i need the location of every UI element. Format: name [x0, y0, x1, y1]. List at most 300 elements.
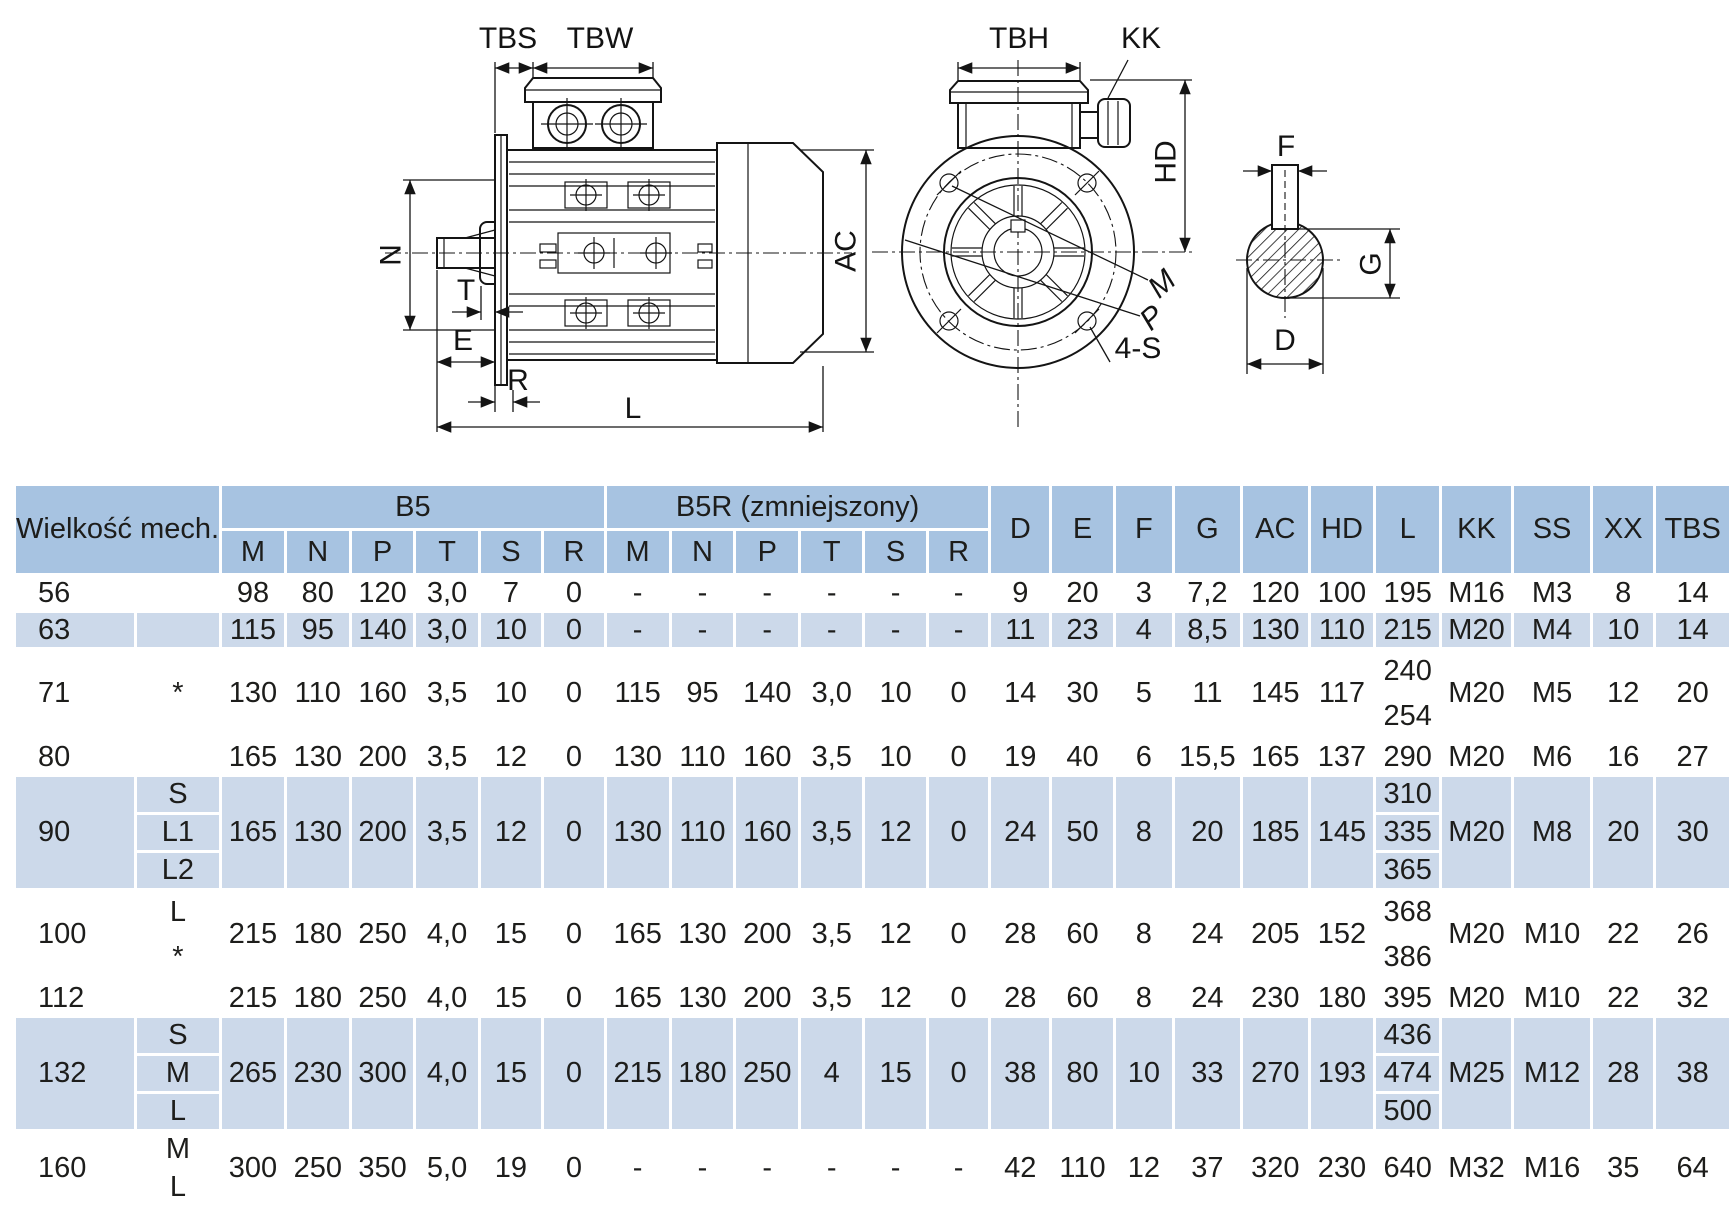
- cell-hd: 193: [1311, 1018, 1374, 1129]
- cell-f: 3: [1116, 576, 1172, 610]
- cell-kk: M32: [1442, 1132, 1511, 1205]
- cell-tbs: 32: [1656, 981, 1729, 1015]
- cell-ss: M10: [1514, 891, 1590, 978]
- cell-b5r-s: 10: [865, 740, 926, 774]
- cell-f: 10: [1116, 1018, 1172, 1129]
- cell-variant: *: [137, 936, 219, 978]
- cell-tbs: 38: [1656, 1018, 1729, 1129]
- cell-size: 132: [16, 1018, 134, 1129]
- cell-b5-m: 165: [222, 777, 284, 888]
- cell-f: 8: [1116, 777, 1172, 888]
- table-row: [16, 613, 1729, 647]
- cell-b5-p: 250: [352, 891, 414, 978]
- cell-e: 23: [1052, 613, 1113, 647]
- cell-b5r-n: -: [672, 613, 734, 647]
- header-b5r-t: T: [801, 531, 862, 573]
- cell-xx: 22: [1593, 981, 1653, 1015]
- terminal-box: [533, 102, 653, 148]
- cell-b5-s: 15: [481, 981, 542, 1015]
- cell-b5r-s: -: [865, 576, 926, 610]
- header-b5r-n: N: [672, 531, 734, 573]
- header-b5-n: N: [287, 531, 349, 573]
- header-b5r-r: R: [929, 531, 989, 573]
- technical-drawing: [0, 0, 1732, 483]
- header-f: F: [1116, 486, 1172, 573]
- cell-xx: 12: [1593, 650, 1653, 737]
- cell-f: 8: [1116, 981, 1172, 1015]
- cell-b5-m: 130: [222, 650, 284, 737]
- bolt-icon: [578, 237, 610, 269]
- cell-b5r-n: -: [672, 1132, 734, 1205]
- table-body: [16, 576, 1729, 1205]
- header-b5-p: P: [352, 531, 414, 573]
- cell-b5r-p: -: [736, 1132, 798, 1205]
- cell-b5-m: 98: [222, 576, 284, 610]
- cell-b5r-m: 130: [607, 777, 669, 888]
- table-row: [16, 1132, 1729, 1167]
- cell-b5-r: 0: [544, 650, 604, 737]
- cell-b5r-s: 12: [865, 891, 926, 978]
- header-tbs: TBS: [1656, 486, 1729, 573]
- cell-xx: 20: [1593, 777, 1653, 888]
- cell-variant: [137, 576, 219, 610]
- cell-size: 63: [16, 613, 134, 647]
- cell-b5r-s: 12: [865, 777, 926, 888]
- cell-b5-p: 200: [352, 777, 414, 888]
- dim-label-tbs: TBS: [478, 22, 538, 55]
- cell-d: 28: [991, 891, 1049, 978]
- cell-size: 160: [16, 1132, 134, 1205]
- cell-l: 290: [1376, 740, 1439, 774]
- cell-b5r-p: 250: [736, 1018, 798, 1129]
- cell-kk: M20: [1442, 613, 1511, 647]
- cell-f: 12: [1116, 1132, 1172, 1205]
- cell-b5-p: 120: [352, 576, 414, 610]
- cell-b5r-t: -: [801, 1132, 862, 1205]
- dim-label-hd: HD: [1149, 140, 1183, 184]
- cell-ac: 205: [1243, 891, 1308, 978]
- cell-g: 8,5: [1175, 613, 1240, 647]
- dim-label-4s: 4-S: [1114, 332, 1162, 365]
- cell-ss: M10: [1514, 981, 1590, 1015]
- cell-l: 240: [1376, 650, 1439, 692]
- cell-ac: 120: [1243, 576, 1308, 610]
- cell-b5-t: 4,0: [416, 981, 477, 1015]
- cell-kk: M20: [1442, 981, 1511, 1015]
- table-row: [16, 740, 1729, 774]
- cell-b5-r: 0: [544, 740, 604, 774]
- cell-b5-s: 19: [481, 1132, 542, 1205]
- cell-hd: 137: [1311, 740, 1374, 774]
- side-view-dimensions: [375, 22, 875, 432]
- terminal-box-front: [958, 103, 1080, 148]
- cell-e: 60: [1052, 891, 1113, 978]
- cell-d: 11: [991, 613, 1049, 647]
- dim-label-ac: AC: [829, 230, 863, 272]
- cell-l: 195: [1376, 576, 1439, 610]
- cell-e: 30: [1052, 650, 1113, 737]
- header-size: Wielkość mech.: [16, 486, 219, 573]
- cell-l: 395: [1376, 981, 1439, 1015]
- cell-b5-r: 0: [544, 891, 604, 978]
- bolt-hole-icon: [1075, 309, 1099, 333]
- cell-tbs: 27: [1656, 740, 1729, 774]
- cell-ss: M8: [1514, 777, 1590, 888]
- cell-hd: 145: [1311, 777, 1374, 888]
- cell-b5r-t: 3,5: [801, 740, 862, 774]
- shaft-keyway: [1011, 220, 1025, 232]
- cell-b5r-r: 0: [929, 981, 989, 1015]
- cell-b5-p: 350: [352, 1132, 414, 1205]
- cell-b5r-m: 115: [607, 650, 669, 737]
- cell-b5r-m: -: [607, 613, 669, 647]
- cell-g: 15,5: [1175, 740, 1240, 774]
- cell-b5r-m: -: [607, 576, 669, 610]
- cell-ss: M4: [1514, 613, 1590, 647]
- cell-g: 33: [1175, 1018, 1240, 1129]
- table-row: [16, 777, 1729, 812]
- cell-kk: M20: [1442, 650, 1511, 737]
- cell-b5r-r: 0: [929, 891, 989, 978]
- cell-ss: M16: [1514, 1132, 1590, 1205]
- cell-b5-s: 10: [481, 613, 542, 647]
- header-g: G: [1175, 486, 1240, 573]
- cell-kk: M25: [1442, 1018, 1511, 1129]
- cell-b5r-p: 140: [736, 650, 798, 737]
- cable-gland-icon: [541, 98, 593, 150]
- cell-b5-s: 15: [481, 891, 542, 978]
- dim-label-d: D: [1274, 324, 1296, 357]
- header-xx: XX: [1593, 486, 1653, 573]
- cell-g: 24: [1175, 891, 1240, 978]
- cell-b5-p: 300: [352, 1018, 414, 1129]
- cell-l: 474: [1376, 1056, 1439, 1091]
- cell-ss: M5: [1514, 650, 1590, 737]
- cell-ss: M6: [1514, 740, 1590, 774]
- side-view: [375, 22, 875, 432]
- cell-l: 386: [1376, 936, 1439, 978]
- cell-size: 90: [16, 777, 134, 888]
- cell-l: 368: [1376, 891, 1439, 933]
- header-ss: SS: [1514, 486, 1590, 573]
- cell-b5r-n: 95: [672, 650, 734, 737]
- cell-b5r-n: 110: [672, 777, 734, 888]
- cell-xx: 22: [1593, 891, 1653, 978]
- cell-d: 14: [991, 650, 1049, 737]
- cell-e: 20: [1052, 576, 1113, 610]
- cell-size: 56: [16, 576, 134, 610]
- cell-b5r-n: -: [672, 576, 734, 610]
- cell-f: 4: [1116, 613, 1172, 647]
- dimensions-table: [13, 483, 1732, 1208]
- cell-variant: L: [137, 1094, 219, 1129]
- cell-b5-r: 0: [544, 981, 604, 1015]
- cell-b5-n: 95: [287, 613, 349, 647]
- table-row: [16, 981, 1729, 1015]
- cell-hd: 152: [1311, 891, 1374, 978]
- cell-b5r-p: 160: [736, 777, 798, 888]
- cell-variant: L1: [137, 815, 219, 850]
- cell-b5r-r: 0: [929, 650, 989, 737]
- cell-size: 80: [16, 740, 134, 774]
- cell-e: 40: [1052, 740, 1113, 774]
- cell-b5r-r: 0: [929, 777, 989, 888]
- cell-b5r-t: -: [801, 613, 862, 647]
- bolt-icon: [570, 297, 602, 329]
- cell-xx: 8: [1593, 576, 1653, 610]
- cell-g: 24: [1175, 981, 1240, 1015]
- cell-b5r-m: 165: [607, 891, 669, 978]
- header-hd: HD: [1311, 486, 1374, 573]
- cell-b5r-t: 4: [801, 1018, 862, 1129]
- cell-ac: 270: [1243, 1018, 1308, 1129]
- cell-variant: M: [137, 1056, 219, 1091]
- front-view-dimensions: [905, 22, 1192, 365]
- cell-b5r-t: 3,5: [801, 981, 862, 1015]
- header-b5-t: T: [416, 531, 477, 573]
- cell-e: 50: [1052, 777, 1113, 888]
- header-ac: AC: [1243, 486, 1308, 573]
- table-header: [16, 486, 1729, 573]
- cell-variant: L: [137, 1170, 219, 1205]
- dim-label-m: M: [1141, 263, 1183, 305]
- cell-variant: L2: [137, 853, 219, 888]
- cell-ac: 320: [1243, 1132, 1308, 1205]
- cell-variant: [137, 613, 219, 647]
- header-b5r-m: M: [607, 531, 669, 573]
- cell-b5-n: 180: [287, 981, 349, 1015]
- cable-gland-icon: [595, 98, 647, 150]
- cell-g: 37: [1175, 1132, 1240, 1205]
- cell-b5-n: 110: [287, 650, 349, 737]
- cable-gland: [1080, 112, 1098, 138]
- cell-b5r-m: 215: [607, 1018, 669, 1129]
- cell-ac: 130: [1243, 613, 1308, 647]
- cell-b5r-t: 3,0: [801, 650, 862, 737]
- dim-label-kk: KK: [1120, 22, 1162, 55]
- cell-b5-n: 230: [287, 1018, 349, 1129]
- header-b5-r: R: [544, 531, 604, 573]
- cell-g: 7,2: [1175, 576, 1240, 610]
- cell-f: 6: [1116, 740, 1172, 774]
- cell-b5r-m: 130: [607, 740, 669, 774]
- cell-b5-t: 5,0: [416, 1132, 477, 1205]
- header-b5r-p: P: [736, 531, 798, 573]
- cell-b5r-n: 130: [672, 891, 734, 978]
- cell-b5r-n: 130: [672, 981, 734, 1015]
- dim-label-t: T: [456, 274, 476, 307]
- bolt-hole-icon: [937, 171, 961, 195]
- cell-b5-m: 215: [222, 891, 284, 978]
- cell-b5-p: 250: [352, 981, 414, 1015]
- cell-b5-t: 4,0: [416, 891, 477, 978]
- cell-b5r-r: -: [929, 1132, 989, 1205]
- cell-b5-t: 3,5: [416, 777, 477, 888]
- cell-b5-r: 0: [544, 613, 604, 647]
- cell-l: 365: [1376, 853, 1439, 888]
- cell-b5-t: 3,5: [416, 740, 477, 774]
- cell-b5-n: 180: [287, 891, 349, 978]
- cell-kk: M20: [1442, 891, 1511, 978]
- cell-xx: 35: [1593, 1132, 1653, 1205]
- header-l: L: [1376, 486, 1439, 573]
- cell-b5-p: 200: [352, 740, 414, 774]
- cell-l: 640: [1376, 1132, 1439, 1205]
- cell-variant: [137, 740, 219, 774]
- cell-e: 80: [1052, 1018, 1113, 1129]
- cell-b5-n: 250: [287, 1132, 349, 1205]
- cell-b5r-p: -: [736, 613, 798, 647]
- cell-variant: S: [137, 777, 219, 812]
- cell-tbs: 14: [1656, 613, 1729, 647]
- cell-b5-s: 12: [481, 777, 542, 888]
- cell-size: 71: [16, 650, 134, 737]
- cell-b5r-r: -: [929, 613, 989, 647]
- cell-b5-s: 7: [481, 576, 542, 610]
- cell-b5r-r: 0: [929, 740, 989, 774]
- header-kk: KK: [1442, 486, 1511, 573]
- cell-l: 436: [1376, 1018, 1439, 1053]
- cell-l: 500: [1376, 1094, 1439, 1129]
- cell-b5-s: 15: [481, 1018, 542, 1129]
- cell-b5-n: 130: [287, 777, 349, 888]
- table-row: [16, 1018, 1729, 1053]
- cell-b5r-m: -: [607, 1132, 669, 1205]
- cell-d: 24: [991, 777, 1049, 888]
- dim-label-f: F: [1276, 130, 1296, 163]
- dim-label-r: R: [507, 364, 529, 397]
- cell-b5-r: 0: [544, 576, 604, 610]
- shaft-section-detail: [1236, 130, 1400, 374]
- cell-b5r-p: 200: [736, 891, 798, 978]
- cell-kk: M20: [1442, 740, 1511, 774]
- cell-b5r-s: 10: [865, 650, 926, 737]
- dim-label-n: N: [374, 244, 408, 266]
- table-row: [16, 576, 1729, 610]
- header-group-b5: B5: [222, 486, 604, 528]
- cell-g: 20: [1175, 777, 1240, 888]
- table-row: [16, 650, 1729, 692]
- cell-variant: S: [137, 1018, 219, 1053]
- cell-b5-p: 140: [352, 613, 414, 647]
- cell-b5-r: 0: [544, 1132, 604, 1205]
- dim-label-g: G: [1354, 252, 1388, 276]
- cell-d: 28: [991, 981, 1049, 1015]
- cell-b5r-s: 15: [865, 1018, 926, 1129]
- cell-b5-p: 160: [352, 650, 414, 737]
- cell-size: 112: [16, 981, 134, 1015]
- cell-d: 19: [991, 740, 1049, 774]
- cell-hd: 110: [1311, 613, 1374, 647]
- cell-d: 9: [991, 576, 1049, 610]
- cell-b5r-t: 3,5: [801, 891, 862, 978]
- cell-b5r-s: 12: [865, 981, 926, 1015]
- header-b5r-s: S: [865, 531, 926, 573]
- dim-label-l: L: [624, 392, 642, 425]
- cell-b5r-t: -: [801, 576, 862, 610]
- cell-xx: 28: [1593, 1018, 1653, 1129]
- cell-b5-m: 215: [222, 981, 284, 1015]
- cell-kk: M20: [1442, 777, 1511, 888]
- front-view: [872, 22, 1195, 430]
- cell-b5-m: 165: [222, 740, 284, 774]
- cell-b5r-n: 110: [672, 740, 734, 774]
- cell-ac: 145: [1243, 650, 1308, 737]
- cell-hd: 100: [1311, 576, 1374, 610]
- cell-tbs: 26: [1656, 891, 1729, 978]
- cell-b5-s: 10: [481, 650, 542, 737]
- cell-b5r-n: 180: [672, 1018, 734, 1129]
- cell-ss: M12: [1514, 1018, 1590, 1129]
- cell-b5-n: 80: [287, 576, 349, 610]
- bolt-icon: [640, 237, 672, 269]
- cell-g: 11: [1175, 650, 1240, 737]
- cell-l: 310: [1376, 777, 1439, 812]
- cell-b5-m: 300: [222, 1132, 284, 1205]
- header-group-b5r: B5R (zmniejszony): [607, 486, 989, 528]
- cell-variant: M: [137, 1132, 219, 1167]
- cell-b5-t: 4,0: [416, 1018, 477, 1129]
- cell-b5-t: 3,0: [416, 613, 477, 647]
- cell-tbs: 30: [1656, 777, 1729, 888]
- header-e: E: [1052, 486, 1113, 573]
- cell-e: 110: [1052, 1132, 1113, 1205]
- cell-d: 38: [991, 1018, 1049, 1129]
- cell-hd: 180: [1311, 981, 1374, 1015]
- cell-l: 335: [1376, 815, 1439, 850]
- header-b5-s: S: [481, 531, 542, 573]
- cell-b5-m: 115: [222, 613, 284, 647]
- cell-b5r-t: 3,5: [801, 777, 862, 888]
- cell-b5-r: 0: [544, 1018, 604, 1129]
- dim-label-tbh: TBH: [989, 22, 1049, 55]
- bolt-icon: [570, 179, 602, 211]
- cell-hd: 117: [1311, 650, 1374, 737]
- cell-e: 60: [1052, 981, 1113, 1015]
- cell-size: 100: [16, 891, 134, 978]
- cell-b5r-p: 160: [736, 740, 798, 774]
- cell-b5r-p: -: [736, 576, 798, 610]
- table-row: [16, 891, 1729, 933]
- bolt-icon: [633, 297, 665, 329]
- dim-label-p: P: [1133, 299, 1171, 337]
- cell-b5-t: 3,0: [416, 576, 477, 610]
- cell-tbs: 20: [1656, 650, 1729, 737]
- dim-label-tbw: TBW: [566, 22, 634, 55]
- cell-b5-s: 12: [481, 740, 542, 774]
- cell-b5-t: 3,5: [416, 650, 477, 737]
- bolt-icon: [633, 179, 665, 211]
- cell-l: 254: [1376, 695, 1439, 737]
- cell-tbs: 14: [1656, 576, 1729, 610]
- cell-variant: *: [137, 650, 219, 737]
- cell-b5r-r: 0: [929, 1018, 989, 1129]
- cell-b5r-m: 165: [607, 981, 669, 1015]
- cell-b5r-s: -: [865, 613, 926, 647]
- cell-ac: 230: [1243, 981, 1308, 1015]
- header-d: D: [991, 486, 1049, 573]
- cell-variant: [137, 981, 219, 1015]
- cell-l: 215: [1376, 613, 1439, 647]
- cell-variant: L: [137, 891, 219, 933]
- cell-d: 42: [991, 1132, 1049, 1205]
- cell-ss: M3: [1514, 576, 1590, 610]
- cell-b5-n: 130: [287, 740, 349, 774]
- cell-f: 5: [1116, 650, 1172, 737]
- cell-kk: M16: [1442, 576, 1511, 610]
- cell-ac: 185: [1243, 777, 1308, 888]
- cell-xx: 16: [1593, 740, 1653, 774]
